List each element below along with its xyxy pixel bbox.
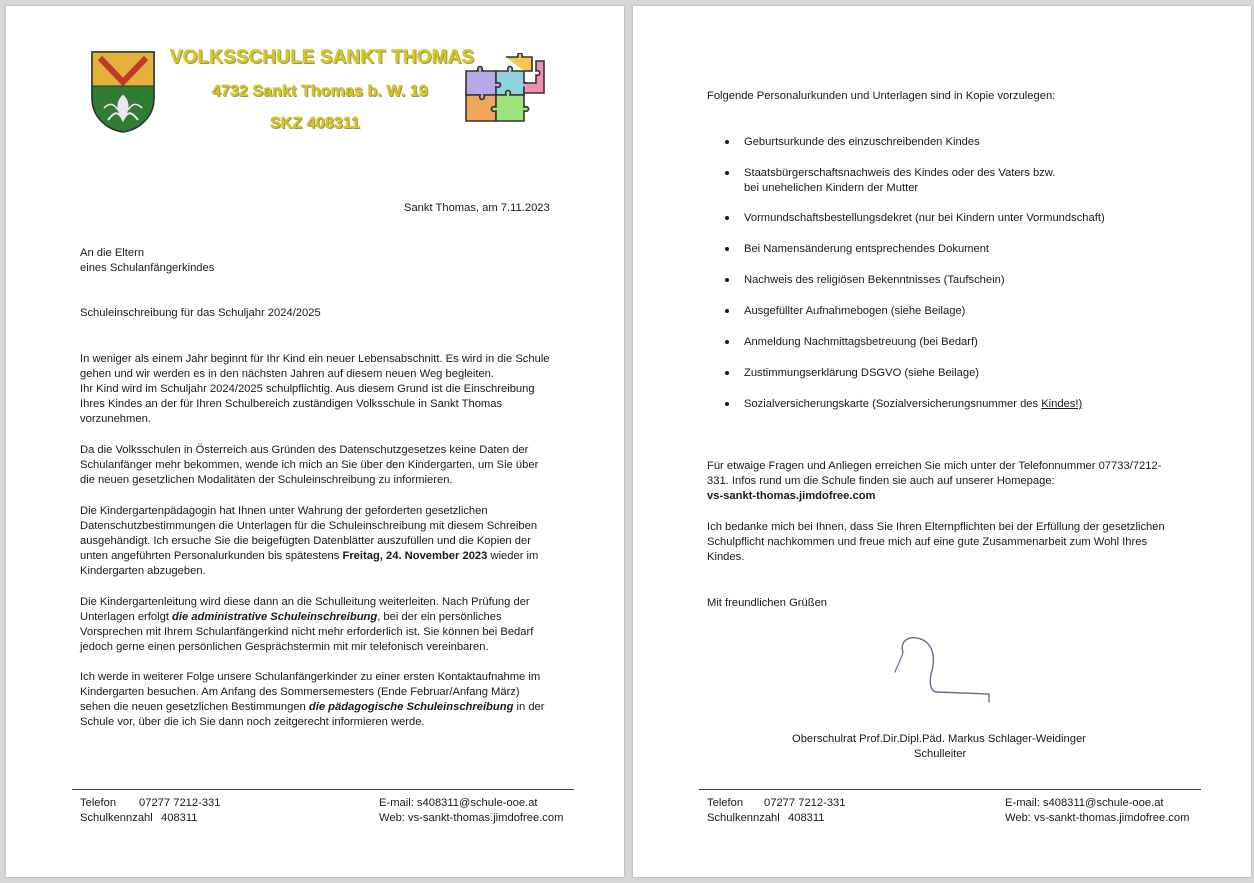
thanks-line: Kindes. [707,551,745,563]
bullet-icon [725,340,729,344]
letter-page-1 [6,6,624,877]
document-item: Ausgefüllter Aufnahmebogen (siehe Beilage) [744,305,966,317]
footer-phone: 07277 7212-331 [764,797,846,809]
footer-skz: 408311 [788,812,825,824]
paragraph-5-line: Ich werde in weiterer Folge unsere Schulanfängerkinder zu einer ersten Kontaktaufnahme im [80,671,541,683]
document-item [744,397,1082,412]
paragraph-5-text: sehen die neuen gesetzlichen Bestimmungen [80,701,309,713]
bullet-icon [725,247,729,251]
paragraph-5-line: Schule vor, über die ich Sie dann noch zeitgerecht informieren werde. [80,716,425,728]
paragraph-3-line: Datenschutzbestimmungen die Unterlagen für die Schuleinschreibung mit diesem Schreiben [80,520,538,532]
letter-date: Sankt Thomas, am 7.11.2023 [404,202,550,214]
document-item: Staatsbürgerschaftsnachweis des Kindes oder des Vaters bzw. [744,167,1056,179]
closing: Mit freundlichen Grüßen [707,597,828,609]
school-name: VOLKSSCHULE SANKT THOMAS [170,47,475,68]
signature-icon [891,630,995,706]
paragraph-4-line: Vorsprechen mit Ihrem Schulanfängerkind nicht mehr erforderlich ist. Sie können bei Bedarf [80,626,534,638]
paragraph-1-line: Ihr Kind wird im Schuljahr 2024/2025 schulpflichtig. Aus diesem Grund ist die Einschreibung [80,383,535,395]
document-item: Nachweis des religiösen Bekenntnisses (Taufschein) [744,274,1005,286]
bullet-icon [725,278,729,282]
paragraph-1-line: In weniger als einem Jahr beginnt für Ihr Kind ein neuer Lebensabschnitt. Es wird in die Schule [80,353,550,365]
paragraph-2-line: Da die Volksschulen in Österreich aus Gründen des Datenschutzgesetzes keine Daten der [80,444,529,456]
bullet-icon [725,371,729,375]
document-item: Bei Namensänderung entsprechendes Dokument [744,243,990,255]
school-address: 4732 Sankt Thomas b. W. 19 [212,83,429,100]
recipient-line-2: eines Schulanfängerkindes [80,262,215,274]
footer-phone: 07277 7212-331 [139,797,221,809]
footer-divider [72,789,574,790]
bullet-icon [725,309,729,313]
footer-divider [699,789,1201,790]
kindes-link[interactable]: Kindes!) [1041,398,1083,410]
emphasis-paedagogisch: die pädagogische Schuleinschreibung [308,701,514,713]
paragraph-3-line: ausgehändigt. Ich ersuche Sie die beigefügten Datenblätter auszufüllen und die Kopien der [80,535,531,547]
paragraph-4-text: Unterlagen erfolgt [80,611,173,623]
footer-web: Web: vs-sankt-thomas.jimdofree.com [379,812,564,824]
footer-skz-label: Schulkennzahl [707,812,780,824]
thanks-line: Schulpflicht nachkommen und freue mich auf eine gute Zusammenarbeit zum Wohl Ihres [707,536,1148,548]
emphasis-administrative: die administrative Schuleinschreibung [172,611,378,623]
paragraph-4-line [80,610,502,625]
document-item: Geburtsurkunde des einzuschreibenden Kindes [744,136,980,148]
paragraph-1-line: Ihres Kindes an der für Ihren Schulbereich zuständigen Volksschule in Sankt Thomas [80,398,503,410]
letter-subject: Schuleinschreibung für das Schuljahr 2024/2025 [80,307,321,319]
thanks-line: Ich bedanke mich bei Ihnen, dass Sie Ihren Elternpflichten bei der Erfüllung der gesetzlichen [707,521,1165,533]
letter-page-2 [633,6,1251,877]
signatory-name: Oberschulrat Prof.Dir.Dipl.Päd. Markus Schlager-Weidinger [792,733,1086,745]
recipient-line-1: An die Eltern [80,247,145,259]
footer-web: Web: vs-sankt-thomas.jimdofree.com [1005,812,1190,824]
document-item: Zustimmungserklärung DSGVO (siehe Beilage) [744,367,980,379]
deadline-date: Freitag, 24. November 2023 [342,550,488,562]
footer-skz: 408311 [161,812,198,824]
paragraph-5-line: Kindergarten besuchen. Am Anfang des Sommersemesters (Ende Februar/Anfang März) [80,686,520,698]
bullet-icon [725,140,729,144]
paragraph-1-line: gehen und wir werden es in den nächsten Jahren auf diesem neuen Weg begleiten. [80,368,495,380]
footer-skz-label: Schulkennzahl [80,812,153,824]
paragraph-2-line: Schulanfänger mehr bekommen, wende ich mich an Sie über den Kindergarten, um Sie über [80,459,539,471]
paragraph-5-text: in der [513,701,545,713]
footer-email: E-mail: s408311@schule-ooe.at [1005,797,1164,809]
document-item: Anmeldung Nachmittagsbetreuung (bei Bedarf) [744,336,978,348]
puzzle-logo-icon [462,53,546,125]
bullet-icon [725,171,729,175]
paragraph-1-line: vorzunehmen. [80,413,151,425]
school-crest-icon [90,50,156,134]
signatory-role: Schulleiter [914,748,967,760]
document-item: Vormundschaftsbestellungsdekret (nur bei Kindern unter Vormundschaft) [744,212,1105,224]
paragraph-3-line: Die Kindergartenpädagogin hat Ihnen unter Wahrung der geforderten gesetzlichen [80,505,488,517]
paragraph-5-line [80,700,545,715]
homepage-link[interactable]: vs-sankt-thomas.jimdofree.com [707,490,876,502]
paragraph-4-line: jedoch gerne einen persönlichen Gesprächstermin mit mir telefonisch vereinbaren. [80,641,489,653]
paragraph-3-text: wieder im [487,550,539,562]
document-item-text: Sozialversicherungskarte (Sozialversicherungsnummer des [744,398,1042,410]
contact-line: Für etwaige Fragen und Anliegen erreichen Sie mich unter der Telefonnummer 07733/7212- [707,460,1162,472]
paragraph-4-line: Die Kindergartenleitung wird diese dann an die Schulleitung weiterleiten. Nach Prüfung der [80,596,530,608]
school-code: SKZ 408311 [270,115,360,132]
paragraph-2-line: die neuen gesetzlichen Modalitäten der Schuleinschreibung zu informieren. [80,474,453,486]
footer-phone-label: Telefon [707,797,744,809]
documents-intro: Folgende Personalurkunden und Unterlagen sind in Kopie vorzulegen: [707,90,1056,102]
bullet-icon [725,216,729,220]
footer-email: E-mail: s408311@schule-ooe.at [379,797,538,809]
contact-line: 331. Infos rund um die Schule finden sie auch auf unserer Homepage: [707,475,1055,487]
paragraph-4-text: , bei der ein persönliches [377,611,502,623]
bullet-icon [725,402,729,406]
footer-phone-label: Telefon [80,797,117,809]
paragraph-3-text: unten angeführten Personalurkunden bis spätestens [80,550,343,562]
paragraph-3-line [80,549,538,564]
document-item-continuation: bei unehelichen Kindern der Mutter [744,182,919,194]
paragraph-3-line: Kindergarten abzugeben. [80,565,206,577]
